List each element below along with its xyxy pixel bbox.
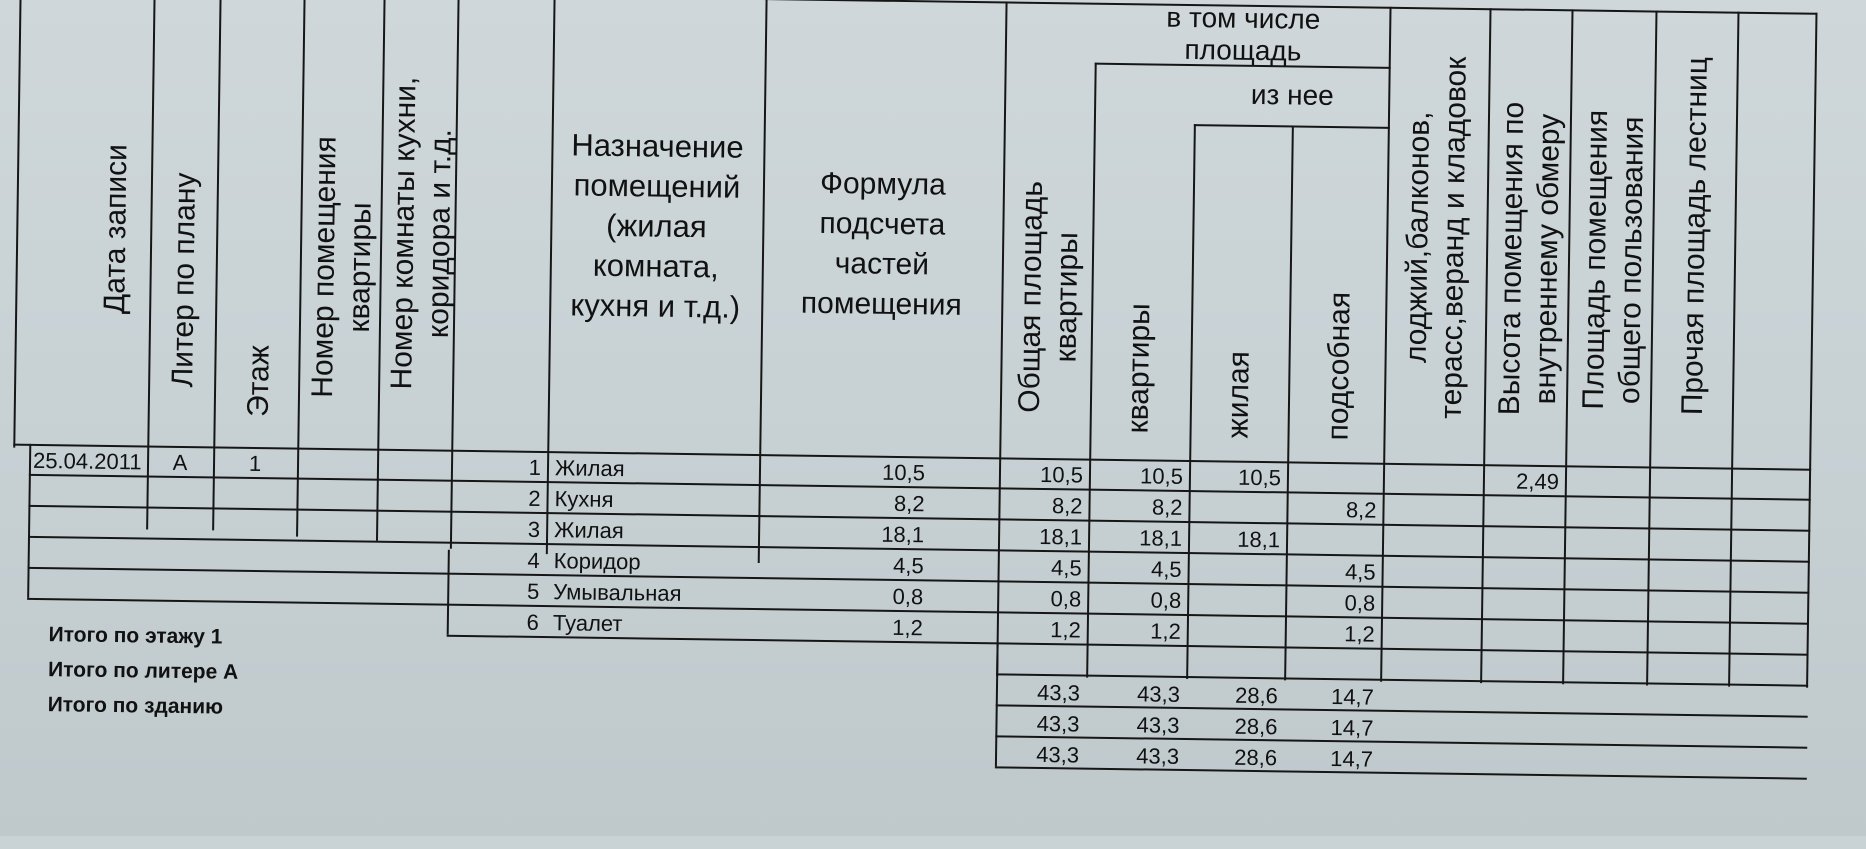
header-stairs: Прочая площадь лестниц (1675, 56, 1714, 416)
cell-total: 4,5 (1050, 555, 1082, 581)
cell-apt (297, 452, 377, 453)
header-formula: Формула подсчета частей помещения (800, 166, 962, 322)
total-total: 43,3 (1036, 679, 1081, 706)
cell-date (32, 541, 144, 543)
header-apartment-area: квартиры (1121, 303, 1157, 434)
column-divider (27, 444, 31, 598)
cell-apart: 8,2 (1151, 494, 1183, 520)
cell-liter (146, 542, 212, 543)
header-liter: Литер по плану (166, 172, 203, 388)
cell-aux: 1,2 (1344, 621, 1375, 647)
cell-name: Умывальная (553, 579, 682, 606)
cell-common (1563, 593, 1641, 594)
header-loggias: лоджий,балконов, терасс,веранд и кладовок (1399, 56, 1473, 420)
cell-common (1565, 469, 1643, 470)
cell-total: 1,2 (1050, 617, 1081, 643)
column-divider (296, 0, 306, 537)
cell-name: Жилая (554, 455, 625, 482)
cell-aux: 8,2 (1345, 497, 1377, 523)
cell-loggia (1381, 591, 1475, 592)
cell-common (1565, 500, 1643, 501)
cell-formula: 18,1 (881, 521, 925, 548)
cell-formula: 0,8 (892, 583, 924, 610)
header-total-area: Общая площадь квартиры (1012, 180, 1085, 413)
cell-stairs (1649, 501, 1725, 502)
cell-num: 4 (527, 547, 540, 573)
cell-floor (211, 574, 295, 575)
cell-height (1481, 592, 1557, 593)
cell-apt (296, 514, 376, 515)
cell-num: 1 (528, 454, 542, 480)
cell-apart: 10,5 (1139, 463, 1184, 489)
cell-name: Жилая (553, 517, 624, 544)
header-living: жилая (1221, 350, 1256, 439)
cell-living (1187, 619, 1279, 620)
total-total: 43,3 (1036, 741, 1080, 768)
cell-name: Кухня (554, 486, 614, 513)
cell-date (32, 510, 144, 512)
total-aux: 14,7 (1330, 684, 1375, 710)
header-height: Высота помещения по внутреннему обмеру (1492, 101, 1567, 416)
cell-liter (146, 573, 212, 574)
cell-floor (213, 481, 297, 482)
cell-loggia (1382, 560, 1476, 561)
cell-date (32, 572, 144, 574)
total-aux: 14,7 (1330, 746, 1374, 772)
cell-total: 8,2 (1051, 493, 1083, 519)
cell-common (1563, 624, 1641, 625)
cell-height (1481, 623, 1557, 624)
column-divider (13, 0, 21, 448)
total-living: 28,6 (1234, 682, 1279, 709)
cell-total: 18,1 (1039, 523, 1083, 550)
cell-living (1189, 495, 1281, 496)
cell-aux (1286, 527, 1376, 528)
total-total: 43,3 (1036, 710, 1080, 737)
cell-num: 5 (526, 578, 540, 604)
cell-formula: 10,5 (881, 459, 926, 486)
header-auxiliary: подсобная (1321, 291, 1357, 441)
cell-common (1564, 562, 1642, 563)
header-including-area: в том числе площадь (1166, 1, 1321, 67)
cell-floor (212, 543, 296, 544)
total-aux: 14,7 (1330, 715, 1374, 741)
cell-loggia (1383, 467, 1477, 468)
total-label: Итого по этажу 1 (48, 623, 223, 649)
cell-date (31, 603, 143, 605)
cell-formula: 4,5 (892, 552, 924, 579)
cell-aux: 0,8 (1344, 590, 1376, 616)
cell-formula: 1,2 (892, 614, 923, 641)
cell-living: 18,1 (1237, 526, 1281, 553)
cell-living: 10,5 (1237, 464, 1282, 491)
cell-apart: 4,5 (1150, 556, 1182, 582)
cell-num: 6 (526, 609, 540, 635)
header-of-it: из нее (1250, 78, 1334, 112)
cell-stairs (1648, 563, 1724, 564)
cell-stairs (1647, 594, 1723, 595)
cell-num: 2 (528, 485, 541, 511)
column-divider (1806, 13, 1817, 688)
cell-date (33, 479, 145, 481)
cell-loggia (1382, 529, 1476, 530)
cell-apart: 0,8 (1150, 587, 1182, 613)
cell-total: 0,8 (1050, 586, 1082, 612)
cell-floor (211, 605, 295, 606)
cell-loggia (1383, 498, 1477, 499)
cell-formula: 8,2 (893, 490, 925, 517)
cell-common (1564, 531, 1642, 532)
cell-height (1482, 561, 1558, 562)
cell-stairs (1649, 470, 1725, 471)
cell-num: 3 (527, 516, 541, 542)
cell-liter (147, 480, 213, 481)
cell-apt (295, 607, 375, 608)
total-label: Итого по зданию (47, 693, 224, 719)
total-apart: 43,3 (1136, 712, 1180, 738)
cell-apart: 18,1 (1139, 525, 1183, 551)
cell-name: Туалет (552, 610, 623, 637)
cell-height (1482, 530, 1558, 531)
total-living: 28,6 (1234, 713, 1278, 740)
cell-height: 2,49 (1515, 468, 1560, 495)
cell-loggia (1381, 622, 1475, 623)
cell-floor: 1 (248, 450, 262, 477)
total-apart: 43,3 (1136, 743, 1180, 769)
column-divider (1186, 124, 1196, 679)
cell-liter: А (172, 449, 188, 476)
total-label: Итого по литере А (47, 658, 239, 684)
header-floor: Этаж (241, 344, 276, 418)
header-purpose: Назначение помещений (жилая комната, кухня и т.д.) (570, 127, 744, 325)
table-top-border (6, 0, 1818, 15)
header-room-number: Номер комнаты кухни, коридора и т.д. (385, 76, 458, 390)
cell-aux (1287, 465, 1377, 466)
cell-apt (297, 483, 377, 484)
cell-name: Коридор (553, 548, 641, 575)
header-date: Дата записи (98, 143, 134, 315)
cell-date: 25.04.2011 (32, 447, 142, 475)
header-apartment-number: Номер помещения квартиры (305, 135, 378, 398)
cell-total: 10,5 (1039, 461, 1084, 488)
cell-apart: 1,2 (1150, 618, 1181, 644)
cell-apt (295, 576, 375, 577)
total-apart: 43,3 (1136, 681, 1181, 707)
cell-living (1188, 557, 1280, 558)
header-common-area: Площадь помещения общего пользования (1576, 109, 1651, 410)
cell-height (1483, 499, 1559, 500)
cell-apt (296, 545, 376, 546)
cell-aux: 4,5 (1344, 559, 1376, 585)
cell-living (1187, 588, 1279, 589)
cell-floor (212, 512, 296, 513)
column-divider (1728, 12, 1739, 687)
total-living: 28,6 (1234, 744, 1278, 771)
cell-liter (145, 604, 211, 605)
cell-stairs (1648, 532, 1724, 533)
cell-liter (146, 511, 212, 512)
cell-stairs (1647, 625, 1723, 626)
